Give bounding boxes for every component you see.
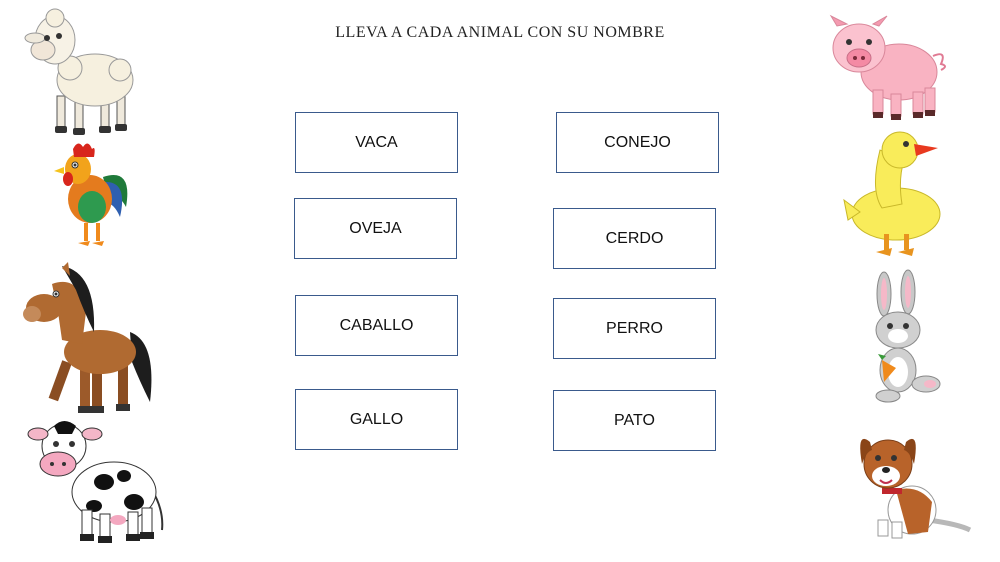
name-box-oveja[interactable]: OVEJA <box>294 198 457 259</box>
duck-picture <box>840 130 945 258</box>
name-box-caballo[interactable]: CABALLO <box>295 295 458 356</box>
rabbit-picture <box>862 272 947 407</box>
dog-picture <box>858 424 973 542</box>
cow-picture <box>24 420 174 545</box>
sheep-picture <box>25 8 135 138</box>
pig-picture <box>825 16 950 122</box>
name-box-conejo[interactable]: CONEJO <box>556 112 719 173</box>
name-box-vaca[interactable]: VACA <box>295 112 458 173</box>
name-box-gallo[interactable]: GALLO <box>295 389 458 450</box>
horse-picture <box>22 262 162 420</box>
name-box-pato[interactable]: PATO <box>553 390 716 451</box>
page-title: LLEVA A CADA ANIMAL CON SU NOMBRE <box>335 24 665 41</box>
rooster-picture <box>48 137 133 252</box>
name-box-perro[interactable]: PERRO <box>553 298 716 359</box>
name-box-cerdo[interactable]: CERDO <box>553 208 716 269</box>
